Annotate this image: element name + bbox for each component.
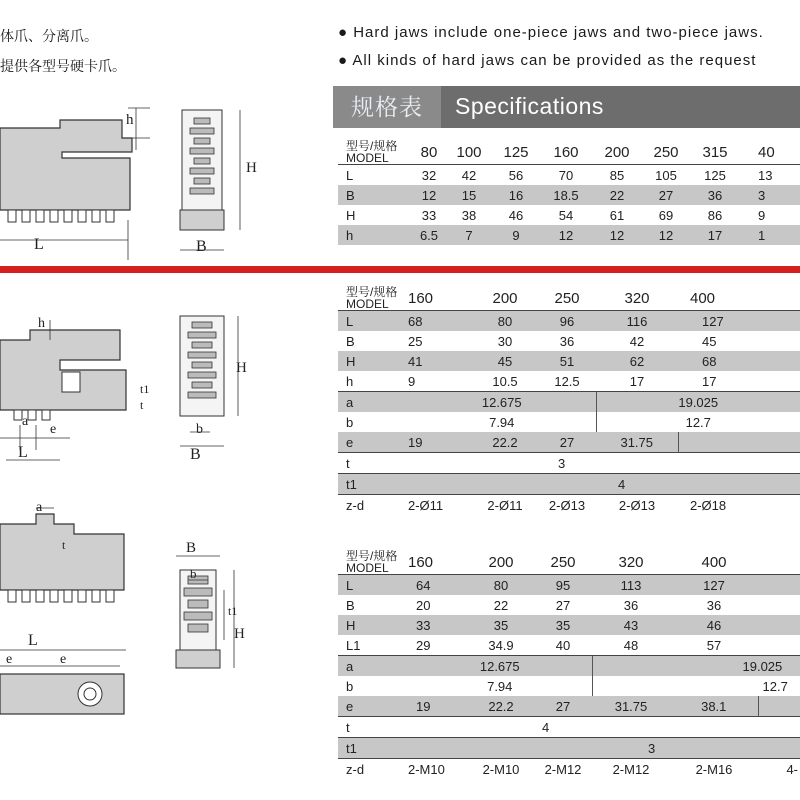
row-label: b <box>338 412 408 432</box>
dim-label-H-1: H <box>246 160 257 176</box>
cell: 2-M10 <box>408 759 468 780</box>
cell: 12.7 <box>596 412 800 432</box>
cell: 13 <box>740 165 800 186</box>
cell: 62 <box>596 351 678 371</box>
model-label: 型号/规格 MODEL <box>338 140 412 165</box>
model-cell: 250 <box>642 140 690 165</box>
table-row <box>338 474 800 495</box>
cell: 22.2 <box>472 432 538 453</box>
cell: 15 <box>446 185 492 205</box>
jaw-drawing-1-front <box>160 100 260 270</box>
table-row <box>338 205 800 225</box>
cell <box>678 432 800 453</box>
row-label: H <box>338 351 408 371</box>
cell: 69 <box>642 205 690 225</box>
cell: 19 <box>408 696 468 717</box>
jaw-drawing-3-front <box>160 530 260 680</box>
cell: 27 <box>534 595 592 615</box>
table-row <box>338 412 800 432</box>
cell: 68 <box>678 351 800 371</box>
row-label: e <box>338 696 408 717</box>
model-cell: 125 <box>492 140 540 165</box>
dim-label-H-3: H <box>234 626 245 642</box>
spec-table-2 <box>338 286 800 515</box>
cell: 86 <box>690 205 740 225</box>
cell: 42 <box>596 331 678 351</box>
cell: 22 <box>592 185 642 205</box>
table-row <box>338 575 800 596</box>
model-cell: 400 <box>670 550 758 575</box>
cell: 61 <box>592 205 642 225</box>
row-label: L <box>338 165 412 186</box>
cell: 95 <box>534 575 592 596</box>
cell: 12 <box>412 185 446 205</box>
cell: 64 <box>408 575 468 596</box>
cell: 2-Ø13 <box>596 495 678 516</box>
cell: 105 <box>642 165 690 186</box>
table-row <box>338 392 800 413</box>
row-label: z-d <box>338 759 408 780</box>
cell: 2-M16 <box>670 759 758 780</box>
row-label: h <box>338 371 408 392</box>
dim-label-b-2: b <box>196 422 203 437</box>
table-row <box>338 759 800 780</box>
model-cell: 315 <box>690 140 740 165</box>
row-label: B <box>338 185 412 205</box>
cell: 31.75 <box>596 432 678 453</box>
row-label: t1 <box>338 474 408 495</box>
cell: 19.025 <box>592 656 800 677</box>
row-label: h <box>338 225 412 245</box>
dim-label-e-3b: e <box>60 652 67 667</box>
cell: 113 <box>592 575 670 596</box>
cell: 2-Ø11 <box>472 495 538 516</box>
row-label: b <box>338 676 408 696</box>
cell: 70 <box>540 165 592 186</box>
table-row <box>338 453 800 474</box>
cell: 29 <box>408 635 468 656</box>
dim-label-t-2: t <box>140 398 144 412</box>
table-row <box>338 696 800 717</box>
dim-label-t1-3: t1 <box>228 604 238 618</box>
cell: 51 <box>538 351 596 371</box>
cell: 12.7 <box>592 676 800 696</box>
note-en-2: ● All kinds of hard jaws can be provided as the request <box>338 52 757 69</box>
cell: 127 <box>678 311 800 332</box>
spec-header-bar <box>333 86 800 128</box>
model-label: 型号/规格 MODEL <box>338 550 408 575</box>
cell: 3 <box>408 453 800 474</box>
cell: 40 <box>534 635 592 656</box>
table-row <box>338 615 800 635</box>
dim-label-h-2: h <box>38 316 45 331</box>
spec-table-3 <box>338 550 800 779</box>
row-label: B <box>338 595 408 615</box>
row-label: e <box>338 432 408 453</box>
table-row <box>338 432 800 453</box>
model-cell: 250 <box>538 286 596 311</box>
cell: 30 <box>472 331 538 351</box>
dim-label-B-3: B <box>186 540 197 556</box>
cell: 56 <box>492 165 540 186</box>
cell: 36 <box>538 331 596 351</box>
cell: 2-Ø13 <box>538 495 596 516</box>
row-label: H <box>338 205 412 225</box>
row-label: a <box>338 656 408 677</box>
cell: 27 <box>538 432 596 453</box>
dim-label-B-1: B <box>196 238 207 255</box>
note-cn-1: 体爪、分离爪。 <box>0 28 98 44</box>
table-2-header-row <box>338 286 800 311</box>
table-row <box>338 717 800 738</box>
cell: 17 <box>678 371 800 392</box>
cell: 2-M10 <box>468 759 534 780</box>
cell: 4 <box>408 717 800 738</box>
cell: 68 <box>408 311 472 332</box>
cell: 57 <box>670 635 758 656</box>
cell: 34.9 <box>468 635 534 656</box>
model-cell: 200 <box>592 140 642 165</box>
cell: 54 <box>540 205 592 225</box>
cell: 33 <box>412 205 446 225</box>
cell: 38.1 <box>670 696 758 717</box>
table-row <box>338 351 800 371</box>
note-cn-2: 提供各型号硬卡爪。 <box>0 58 126 74</box>
cell: 12.675 <box>408 656 592 677</box>
model-cell: 200 <box>472 286 538 311</box>
cell: 46 <box>492 205 540 225</box>
cell: 12 <box>540 225 592 245</box>
cell: 36 <box>690 185 740 205</box>
row-label: t <box>338 717 408 738</box>
row-label: L <box>338 575 408 596</box>
model-cell: 200 <box>468 550 534 575</box>
model-cell: 400 <box>678 286 800 311</box>
cell: 36 <box>670 595 758 615</box>
table-row <box>338 371 800 392</box>
dim-label-a-3: a <box>36 500 43 515</box>
cell: 9 <box>492 225 540 245</box>
spec-header-en: Specifications <box>455 93 604 119</box>
row-label: z-d <box>338 495 408 516</box>
cell <box>758 550 800 575</box>
jaw-drawing-1-side <box>0 100 160 270</box>
model-cell: 160 <box>408 550 468 575</box>
model-cell: 100 <box>446 140 492 165</box>
dim-label-L-2: L <box>18 444 28 461</box>
table-row <box>338 331 800 351</box>
model-cell: 250 <box>534 550 592 575</box>
cell: 2-Ø18 <box>678 495 800 516</box>
dim-label-a-2: a <box>22 414 29 429</box>
cell <box>758 615 800 635</box>
table-row <box>338 311 800 332</box>
model-cell: 80 <box>412 140 446 165</box>
dim-label-B-2: B <box>190 446 201 463</box>
note-en-1: ● Hard jaws include one-piece jaws and two-piece jaws. <box>338 24 764 41</box>
cell: 35 <box>468 615 534 635</box>
cell: 36 <box>592 595 670 615</box>
row-label: L1 <box>338 635 408 656</box>
row-label: a <box>338 392 408 413</box>
dim-label-H-2: H <box>236 360 247 376</box>
dim-label-L-1: L <box>34 236 44 253</box>
table-row <box>338 595 800 615</box>
cell <box>758 575 800 596</box>
cell: 2-M12 <box>534 759 592 780</box>
cell: 4 <box>408 474 800 495</box>
model-cell: 40 <box>740 140 800 165</box>
table-3-header-row <box>338 550 800 575</box>
row-label: t <box>338 453 408 474</box>
cell <box>758 595 800 615</box>
dim-label-h-1: h <box>126 112 134 128</box>
row-label: t1 <box>338 738 408 759</box>
table-row <box>338 676 800 696</box>
cell: 32 <box>412 165 446 186</box>
model-label: 型号/规格 MODEL <box>338 286 408 311</box>
cell: 31.75 <box>592 696 670 717</box>
row-label: B <box>338 331 408 351</box>
cell: 17 <box>596 371 678 392</box>
table-row <box>338 225 800 245</box>
cell: 45 <box>472 351 538 371</box>
dim-label-t-3: t <box>62 538 66 552</box>
model-cell: 320 <box>592 550 670 575</box>
table-row <box>338 738 800 759</box>
dim-label-e-2: e <box>50 422 57 437</box>
row-label: H <box>338 615 408 635</box>
cell: 19 <box>408 432 472 453</box>
cell <box>758 696 800 717</box>
cell: 45 <box>678 331 800 351</box>
cell: 80 <box>468 575 534 596</box>
cell: 12.5 <box>538 371 596 392</box>
jaw-drawing-2-front <box>160 300 260 470</box>
cell: 27 <box>534 696 592 717</box>
cell: 48 <box>592 635 670 656</box>
table-row <box>338 635 800 656</box>
cell: 17 <box>690 225 740 245</box>
cell: 96 <box>538 311 596 332</box>
cell: 19.025 <box>596 392 800 413</box>
cell: 46 <box>670 615 758 635</box>
cell: 3 <box>408 738 800 759</box>
spec-header-cn: 规格表 <box>333 86 441 128</box>
cell: 43 <box>592 615 670 635</box>
cell: 38 <box>446 205 492 225</box>
cell: 42 <box>446 165 492 186</box>
cell <box>758 635 800 656</box>
cell: 2-Ø11 <box>408 495 472 516</box>
cell: 7.94 <box>408 676 592 696</box>
cell: 7.94 <box>408 412 596 432</box>
cell: 35 <box>534 615 592 635</box>
cell: 25 <box>408 331 472 351</box>
cell: 12 <box>642 225 690 245</box>
row-label: L <box>338 311 408 332</box>
cell: 9 <box>408 371 472 392</box>
cell: 20 <box>408 595 468 615</box>
cell: 116 <box>596 311 678 332</box>
dim-label-e-3a: e <box>6 652 13 667</box>
cell: 125 <box>690 165 740 186</box>
cell: 27 <box>642 185 690 205</box>
model-cell: 160 <box>408 286 472 311</box>
cell: 12 <box>592 225 642 245</box>
cell: 10.5 <box>472 371 538 392</box>
table-row <box>338 165 800 186</box>
cell: 18.5 <box>540 185 592 205</box>
jaw-drawing-3-side <box>0 500 160 730</box>
cell: 2-M12 <box>592 759 670 780</box>
spec-table-1 <box>338 140 800 245</box>
dim-label-t1-2: t1 <box>140 382 150 396</box>
cell: 41 <box>408 351 472 371</box>
dim-label-L-3: L <box>28 632 38 649</box>
cell: 80 <box>472 311 538 332</box>
cell: 1 <box>740 225 800 245</box>
cell: 3 <box>740 185 800 205</box>
cell: 22 <box>468 595 534 615</box>
cell: 16 <box>492 185 540 205</box>
cell: 33 <box>408 615 468 635</box>
table-row <box>338 656 800 677</box>
model-cell: 160 <box>540 140 592 165</box>
cell: 4- <box>758 759 800 780</box>
table-1-header-row <box>338 140 800 165</box>
cell: 12.675 <box>408 392 596 413</box>
table-row <box>338 185 800 205</box>
cell: 6.5 <box>412 225 446 245</box>
cell: 85 <box>592 165 642 186</box>
table-row <box>338 495 800 516</box>
model-cell: 320 <box>596 286 678 311</box>
cell: 22.2 <box>468 696 534 717</box>
cell: 9 <box>740 205 800 225</box>
dim-label-b-3: b <box>190 566 197 581</box>
cell: 127 <box>670 575 758 596</box>
cell: 7 <box>446 225 492 245</box>
